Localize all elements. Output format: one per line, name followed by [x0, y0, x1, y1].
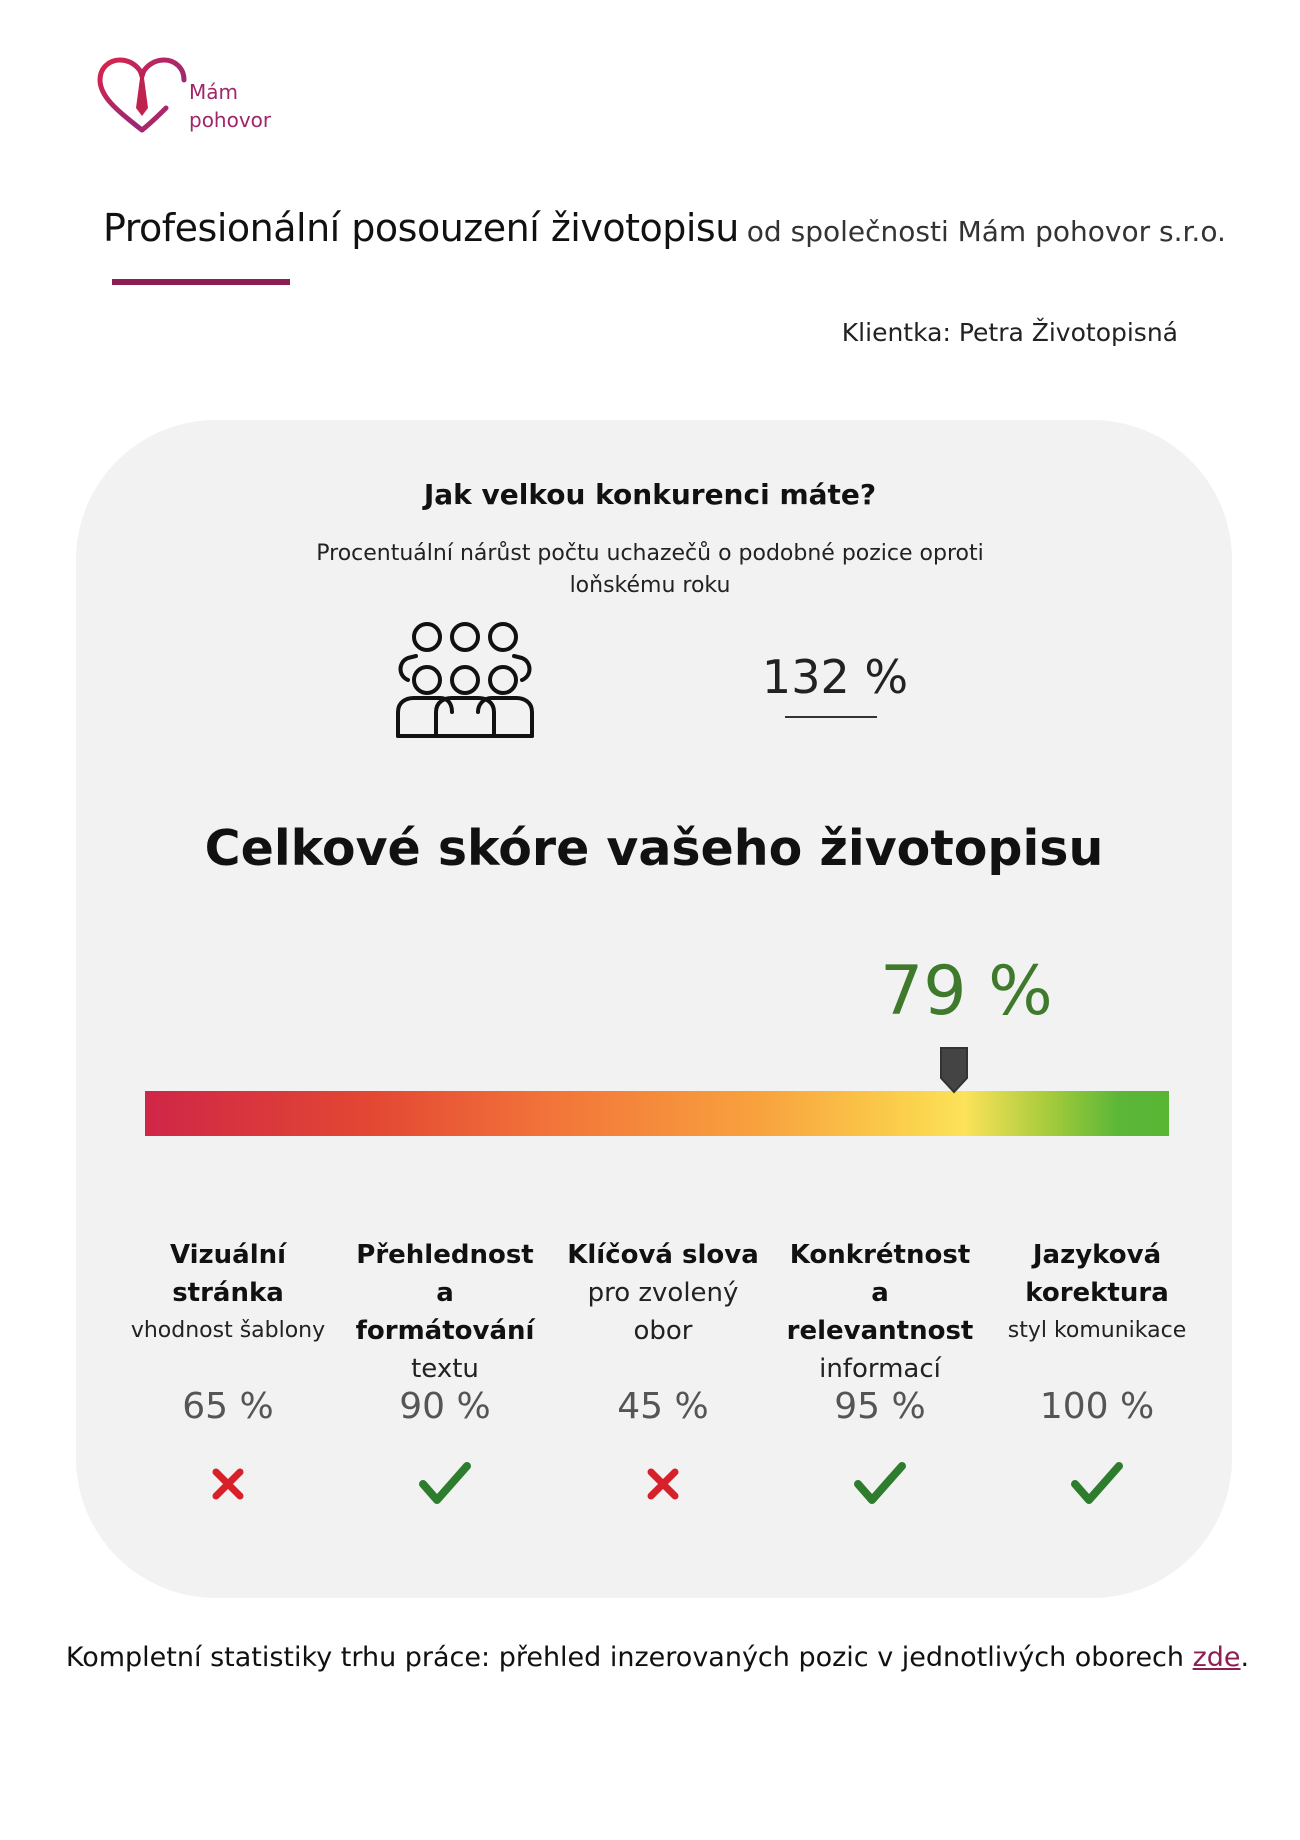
criterion-percent: 65 %: [182, 1386, 274, 1427]
competition-growth-value: 132 %: [761, 650, 909, 704]
criterion-title-b: pro zvolený: [587, 1278, 739, 1308]
score-gradient-bar: [145, 1091, 1169, 1136]
criterion-percent: 45 %: [617, 1386, 709, 1427]
criterion-title-b: stránka: [172, 1278, 284, 1308]
criterion-title-a: Vizuální: [169, 1240, 287, 1270]
competition-description: Procentuální nárůst počtu uchazečů o podobné pozice oproti loňskému roku: [316, 541, 984, 598]
logo-text-line1: Mám: [189, 80, 238, 104]
criterion-keywords: [563, 1236, 763, 1350]
criterion-status: [345, 1458, 545, 1513]
criterion-status: [563, 1458, 763, 1513]
page-title-main: Profesionální posouzení životopisu: [103, 206, 739, 250]
cross-icon: [198, 1458, 258, 1508]
criterion-percent: 100 %: [1039, 1386, 1155, 1427]
page-title: [103, 206, 1226, 250]
page-title-subtitle: od společnosti Mám pohovor s.r.o.: [746, 215, 1226, 248]
criterion-status: [997, 1458, 1197, 1513]
footer-text: Kompletní statistiky trhu práce: přehled inzerovaných pozic v jednotlivých oborech: [65, 1642, 1193, 1673]
footer-end: .: [1240, 1642, 1250, 1673]
criterion-language: [997, 1236, 1197, 1350]
criterion-detail: styl komunikace: [1007, 1318, 1187, 1343]
criterion-title-a: Konkrétnost a: [789, 1240, 971, 1308]
checkmark-icon: [1067, 1458, 1127, 1508]
score-value: 79 %: [880, 952, 1053, 1031]
criterion-title-a: Jazyková: [1032, 1240, 1162, 1270]
criterion-detail: informací: [819, 1354, 941, 1384]
score-title: Celkové skóre vašeho životopisu: [204, 820, 1104, 877]
criterion-status: [780, 1458, 980, 1513]
criterion-title-a: Klíčová slova: [567, 1240, 759, 1270]
brand-logo: [96, 50, 296, 140]
criterion-percent: 90 %: [399, 1386, 491, 1427]
title-underline: [112, 279, 290, 285]
criterion-visual: [128, 1236, 328, 1350]
heart-logo-icon: [96, 56, 188, 134]
criterion-percent: 95 %: [834, 1386, 926, 1427]
client-name: Klientka: Petra Životopisná: [841, 318, 1178, 347]
logo-text-line2: pohovor: [189, 108, 272, 132]
competition-title: Jak velkou konkurenci máte?: [423, 478, 877, 511]
criterion-status: [128, 1458, 328, 1513]
criterion-title-a: Přehlednost a: [356, 1240, 534, 1308]
criterion-detail: obor: [633, 1316, 693, 1346]
criterion-title-b: relevantnost: [786, 1316, 974, 1346]
checkmark-icon: [850, 1458, 910, 1508]
cross-icon: [633, 1458, 693, 1508]
criterion-detail: textu: [411, 1354, 479, 1384]
criterion-title-b: formátování: [355, 1316, 535, 1346]
footer-note: [0, 1642, 1300, 1673]
growth-underline: [785, 716, 877, 718]
footer-link[interactable]: zde: [1192, 1642, 1241, 1673]
people-group-icon: [394, 620, 536, 743]
criterion-relevance: [780, 1236, 980, 1388]
score-pointer-icon: [939, 1046, 969, 1099]
criterion-formatting: [345, 1236, 545, 1388]
criterion-detail: vhodnost šablony: [130, 1318, 326, 1343]
checkmark-icon: [415, 1458, 475, 1508]
criterion-title-b: korektura: [1025, 1278, 1169, 1308]
